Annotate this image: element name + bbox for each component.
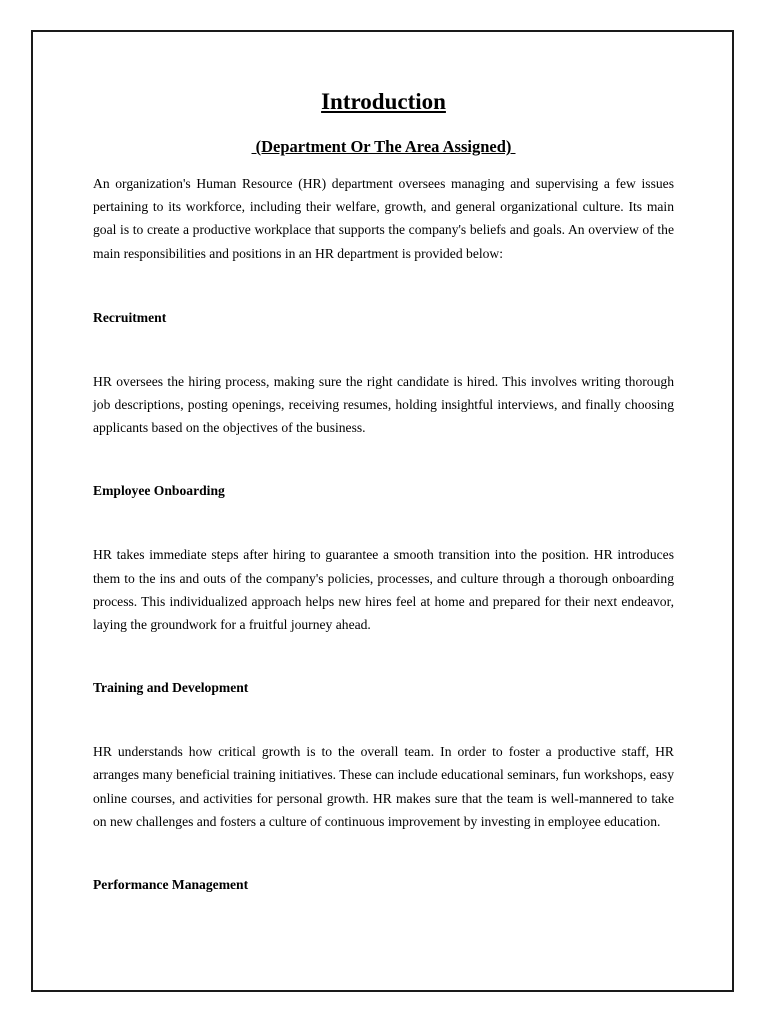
intro-paragraph: An organization's Human Resource (HR) department oversees managing and supervising a few issues pertaining to its workforce, including their welfare, growth, and general organizational culture. Its main goal is to create a productive workplace that supports the company's beliefs and goals. An overview of the main responsibilities and positions in an HR department is provided below: bbox=[93, 176, 674, 261]
document-content bbox=[93, 86, 674, 896]
section-body-training: HR understands how critical growth is to the overall team. In order to foster a productive staff, HR arranges many beneficial training initiatives. These can include educational seminars, fun workshops, easy online courses, and activities for personal growth. HR makes sure that the team is well-mannered to take on new challenges and fosters a culture of continuous improvement by investing in employee education. bbox=[93, 744, 674, 829]
section-heading-onboarding: Employee Onboarding bbox=[93, 483, 225, 499]
page-title: Introduction bbox=[321, 89, 446, 114]
section-body-recruitment: HR oversees the hiring process, making sure the right candidate is hired. This involves writing thorough job descriptions, posting openings, receiving resumes, holding insightful interviews, and finally choosing applicants based on the objectives of the business. bbox=[93, 373, 674, 436]
section-heading-recruitment: Recruitment bbox=[93, 309, 167, 325]
page-subtitle: (Department Or The Area Assigned) bbox=[251, 137, 516, 156]
section-heading-training: Training and Development bbox=[93, 680, 249, 696]
section-body-onboarding: HR takes immediate steps after hiring to guarantee a smooth transition into the position. HR introduces them to the ins and outs of the company's policies, processes, and culture through a thorough onboarding process. This individualized approach helps new hires feel at home and prepared for their next endeavor, laying the groundwork for a fruitful journey ahead. bbox=[93, 547, 674, 633]
section-heading-performance: Performance Management bbox=[93, 877, 249, 893]
